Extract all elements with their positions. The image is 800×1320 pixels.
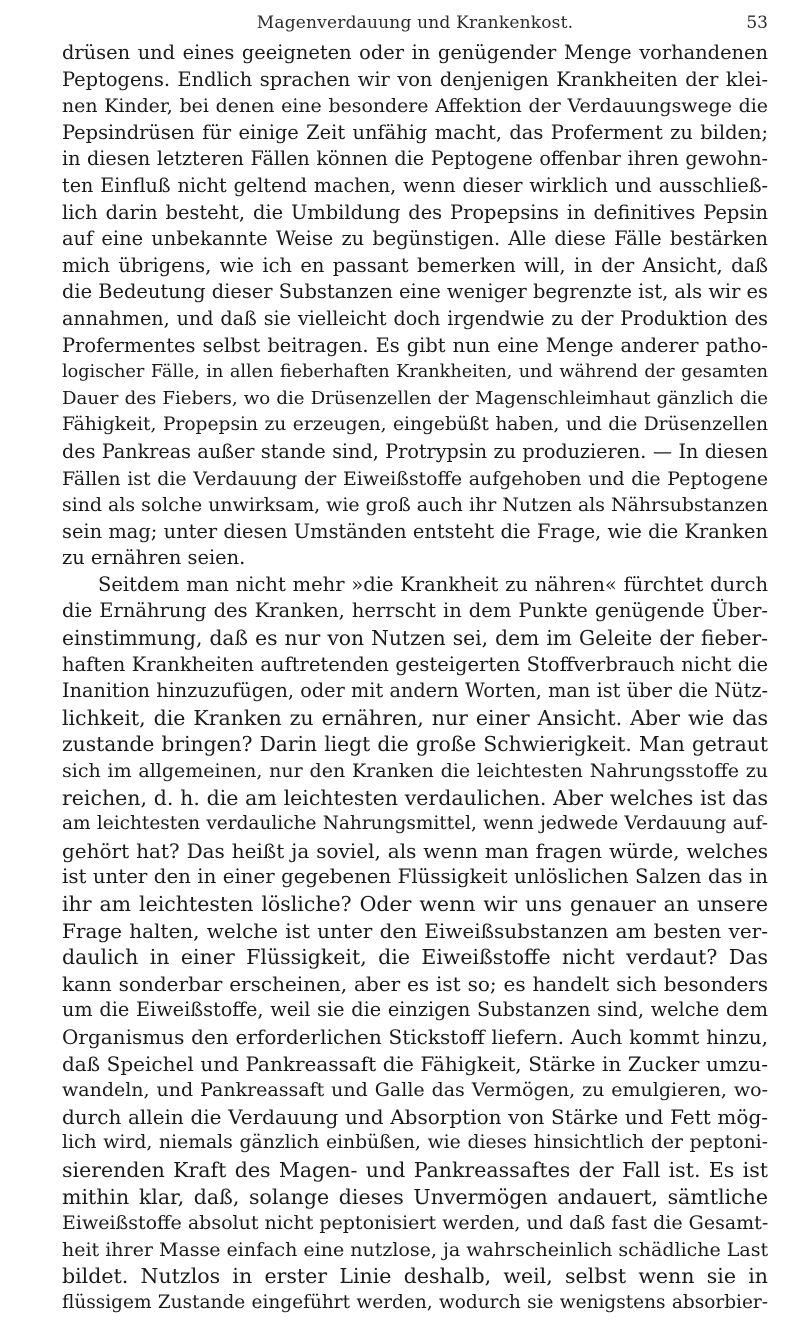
running-title: Magenverdauung und Krankenkost. (256, 13, 574, 33)
text-line: haften Krankheiten auftretenden gesteigerten Stoffverbrauch nicht die (62, 652, 768, 676)
text-line: sich im allgemeinen, nur den Kranken die leichtesten Nahrungsstoffe zu (62, 760, 768, 783)
text-line: mich übrigens, wie ich en passant bemerken will, in der Ansicht, daß (62, 253, 768, 277)
text-line: sind als solche unwirksam, wie groß auch ihr Nutzen als Nährsubstanzen (62, 494, 768, 517)
running-head (62, 13, 768, 39)
text-line: logischer Fälle, in allen fieberhaften Krankheiten, und während der gesamten (62, 362, 768, 383)
text-line: Fähigkeit, Propepsin zu erzeugen, eingebüßt haben, und die Drüsenzellen (62, 414, 768, 436)
text-line: durch allein die Verdauung und Absorption von Stärke und Fett mög- (62, 1104, 768, 1129)
text-line: Seitdem man nicht mehr »die Krankheit zu nähren« fürchtet durch (98, 572, 768, 596)
text-line: in diesen letzteren Fällen können die Peptogene offenbar ihren gewohn- (62, 147, 768, 171)
text-line: gehört hat? Das heißt ja soviel, als wenn man fragen würde, welches (62, 838, 768, 863)
text-line: lich darin besteht, die Umbildung des Propepsins in definitives Pepsin (62, 200, 768, 224)
text-line: kann sonderbar erscheinen, aber es ist so; es handelt sich besonders (62, 971, 768, 996)
text-line: daß Speichel und Pankreassaft die Fähigkeit, Stärke in Zucker umzu- (62, 1051, 768, 1076)
text-line: sierenden Kraft des Magen- und Pankreassaftes der Fall ist. Es ist (62, 1157, 768, 1182)
text-line: annahmen, und daß sie vielleicht doch irgendwie zu der Produktion des (62, 306, 768, 330)
text-line: auf eine unbekannte Weise zu begünstigen. Alle diese Fälle bestärken (62, 227, 768, 251)
text-line: zu ernähren seien. (62, 546, 246, 570)
text-line: lich wird, niemals gänzlich einbüßen, wie dieses hinsichtlich der peptoni- (62, 1132, 768, 1154)
text-line: drüsen und eines geeigneten oder in genügender Menge vorhandenen (62, 41, 768, 64)
text-line: flüssigem Zustande eingeführt werden, wodurch sie wenigstens absorbier- (62, 1291, 768, 1313)
text-line: Inanition hinzuzufügen, oder mit andern Worten, man ist über die Nütz- (62, 679, 768, 703)
text-line: ten Einfluß nicht geltend machen, wenn dieser wirklich und ausschließ- (62, 173, 768, 197)
text-line: ist unter den in einer gegebenen Flüssigkeit unlöslichen Salzen das in (62, 865, 768, 889)
text-line: Eiweißstoffe absolut nicht peptonisiert werden, und daß fast die Gesamt- (62, 1212, 768, 1235)
text-line: die Ernährung des Kranken, herrscht in dem Punkte genügende Über- (62, 599, 768, 623)
text-line: Profermentes selbst beitragen. Es gibt nun eine Menge anderer patho- (62, 333, 768, 357)
text-line: ihr am leichtesten lösliche? Oder wenn wir uns genauer an unsere (62, 892, 768, 916)
text-line: heit ihrer Masse einfach eine nutzlose, ja wahrscheinlich schädliche Last (62, 1238, 768, 1261)
text-line: lichkeit, die Kranken zu ernähren, nur einer Ansicht. Aber wie das (62, 705, 768, 730)
text-line: Frage halten, welche ist unter den Eiweißsubstanzen am besten ver- (62, 918, 768, 943)
text-line: daulich in einer Flüssigkeit, die Eiweißstoffe nicht verdaut? Das (62, 945, 768, 970)
text-line: Fällen ist die Verdauung der Eiweißstoffe aufgehoben und die Peptogene (62, 467, 768, 490)
page-number: 53 (746, 13, 768, 33)
text-line: mithin klar, daß, solange dieses Unvermögen andauert, sämtliche (62, 1184, 768, 1209)
text-line: Dauer des Fiebers, wo die Drüsenzellen der Magenschleimhaut gänzlich die (62, 387, 768, 409)
text-line: sein mag; unter diesen Umständen entsteht die Frage, wie die Kranken (62, 519, 768, 543)
text-line: Peptogens. Endlich sprachen wir von denjenigen Krankheiten der klei- (62, 67, 768, 91)
text-line: Organismus den erforderlichen Stickstoff liefern. Auch kommt hinzu, (62, 1024, 768, 1049)
text-line: am leichtesten verdauliche Nahrungsmittel, wenn jedwede Verdauung auf- (62, 813, 768, 835)
text-line: bildet. Nutzlos in erster Linie deshalb, weil, selbst wenn sie in (62, 1264, 768, 1289)
text-line: Pepsindrüsen für einige Zeit unfähig macht, das Proferment zu bilden; (62, 120, 768, 144)
text-line: des Pankreas außer stande sind, Protrypsin zu produzieren. — In diesen (62, 439, 768, 463)
body-text (62, 40, 768, 1317)
text-line: die Bedeutung dieser Substanzen eine weniger begrenzte ist, als wir es (62, 280, 768, 304)
text-line: zustande bringen? Darin liegt die große Schwierigkeit. Man getraut (62, 732, 768, 757)
text-line: um die Eiweißstoffe, weil sie die einzigen Substanzen sind, welche dem (62, 998, 768, 1022)
text-line: einstimmung, daß es nur von Nutzen sei, dem im Geleite der fieber- (62, 626, 768, 651)
text-line: reichen, d. h. die am leichtesten verdaulichen. Aber welches ist das (62, 785, 768, 810)
text-line: wandeln, und Pankreassaft und Galle das Vermögen, zu emulgieren, wo- (62, 1079, 768, 1102)
text-line: nen Kinder, bei denen eine besondere Affektion der Verdauungswege die (62, 95, 768, 118)
